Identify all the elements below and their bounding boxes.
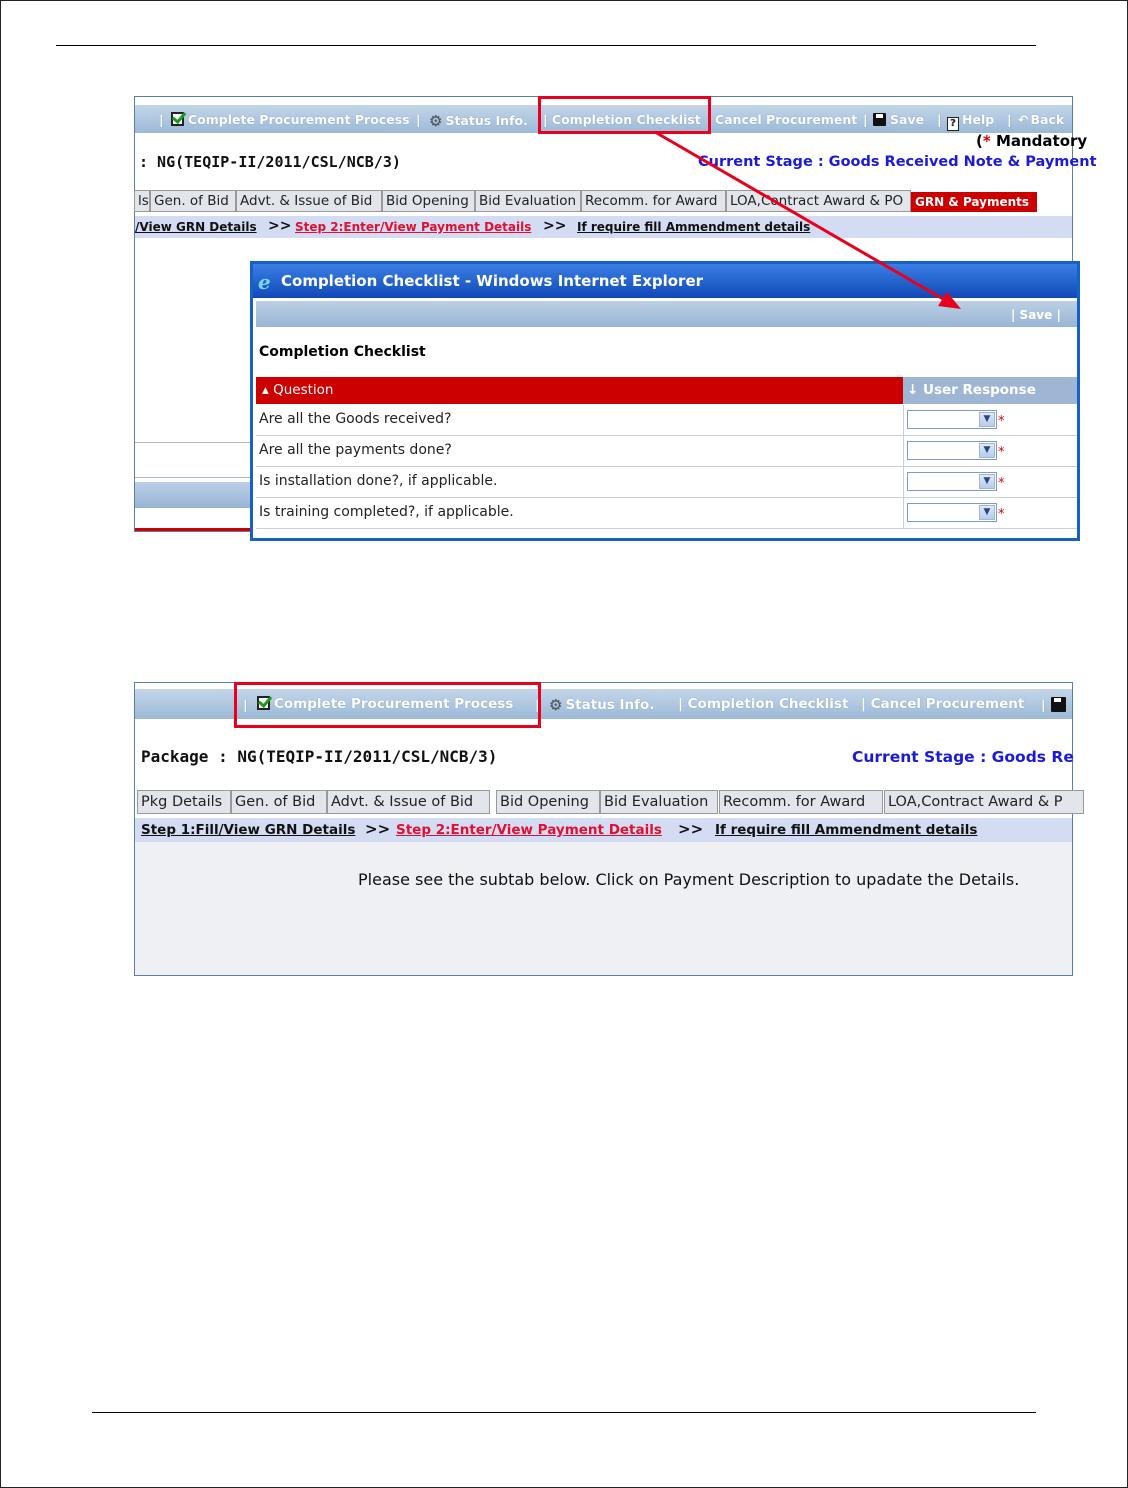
footer-rule (92, 1412, 1036, 1413)
current-stage: Current Stage : Goods Re (852, 748, 1074, 766)
tab-advt-issue[interactable]: Advt. & Issue of Bid (236, 190, 382, 212)
required-marker: * (998, 476, 1005, 491)
required-marker: * (998, 414, 1005, 429)
popup-heading: Completion Checklist (259, 344, 426, 360)
toolbar: | Complete Procurement Process | ⚙ Status Info. | Completion Checklist | Cancel Procurement | (135, 689, 1072, 719)
tab-recomm-award[interactable]: Recomm. for Award (581, 190, 726, 212)
status-info-button[interactable]: ⚙ Status Info. (429, 112, 528, 130)
question-text: Is training completed?, if applicable. (259, 504, 514, 520)
status-info-button[interactable]: ⚙ Status Info. (549, 696, 655, 714)
step-separator: >> (268, 218, 292, 234)
tab-advt-issue[interactable]: Advt. & Issue of Bid (327, 790, 490, 814)
step-links (135, 818, 1072, 842)
help-icon: ? (947, 117, 959, 131)
question-text: Is installation done?, if applicable. (259, 473, 498, 489)
tab-pkg-details[interactable]: Pkg Details (137, 790, 231, 814)
internet-explorer-icon: e (258, 270, 271, 294)
tab-grn-payments[interactable]: GRN & Payments (911, 192, 1037, 212)
required-marker: * (998, 507, 1005, 522)
gear-icon: ⚙ (549, 696, 563, 714)
complete-procurement-button[interactable]: Complete Procurement Process (171, 112, 410, 127)
step1-link[interactable]: /View GRN Details (135, 220, 257, 234)
current-stage: Current Stage : Goods Received Note & Payment (698, 154, 1097, 170)
gear-icon: ⚙ (429, 112, 443, 130)
question-text: Are all the Goods received? (259, 411, 452, 427)
pointer-arrow (135, 97, 1074, 533)
header-rule (56, 45, 1036, 46)
toolbar: | Complete Procurement Process | ⚙ Status Info. | Completion Checklist Cancel Procurement | Save | ? Help | ↶ Back (135, 105, 1072, 133)
step-separator: >> (365, 820, 391, 838)
step3-link[interactable]: If require fill Ammendment details (577, 220, 811, 234)
tab-pkg-details[interactable]: ls (134, 190, 150, 212)
step2-link[interactable]: Step 2:Enter/View Payment Details (295, 220, 532, 234)
popup-title: Completion Checklist - Windows Internet Explorer (281, 272, 704, 290)
tab-loa-contract[interactable]: LOA,Contract Award & PO (726, 190, 911, 212)
help-button[interactable]: ? Help (947, 112, 994, 131)
tab-bid-evaluation[interactable]: Bid Evaluation (600, 790, 718, 814)
tab-bid-evaluation[interactable]: Bid Evaluation (475, 190, 581, 212)
tab-bid-opening[interactable]: Bid Opening (496, 790, 600, 814)
screenshot-complete-procurement (134, 682, 1073, 976)
completion-checklist-button[interactable]: | Completion Checklist (678, 696, 849, 712)
mandatory-note: (* Mandatory (976, 132, 1088, 150)
required-marker: * (998, 445, 1005, 460)
save-button[interactable]: Save (873, 112, 924, 127)
popup-save-button[interactable]: | Save | (1011, 308, 1061, 322)
screenshot-completion-checklist (134, 96, 1097, 532)
column-header-response[interactable]: ↓ User Response (903, 377, 1077, 404)
tab-gen-of-bid[interactable]: Gen. of Bid (150, 190, 236, 212)
back-arrow-icon: ↶ (1018, 112, 1029, 127)
chevron-down-icon: ▼ (979, 443, 995, 458)
tab-recomm-award[interactable]: Recomm. for Award (719, 790, 883, 814)
question-text: Are all the payments done? (259, 442, 452, 458)
highlight-box (234, 682, 541, 728)
tab-gen-of-bid[interactable]: Gen. of Bid (231, 790, 327, 814)
cancel-procurement-button[interactable]: Cancel Procurement (715, 112, 858, 127)
content-area (135, 842, 1072, 975)
completion-checklist-button[interactable]: | Completion Checklist (543, 112, 701, 127)
step-separator: >> (678, 820, 704, 838)
step1-link[interactable]: Step 1:Fill/View GRN Details (141, 822, 356, 838)
step3-link[interactable]: If require fill Ammendment details (715, 822, 978, 838)
save-button[interactable] (1051, 697, 1070, 713)
chevron-down-icon: ▼ (979, 412, 995, 427)
info-message: Please see the subtab below. Click on Payment Description to upadate the Details. (358, 870, 1020, 889)
cancel-procurement-button[interactable]: | Cancel Procurement (861, 696, 1025, 712)
package-label: : NG(TEQIP-II/2011/CSL/NCB/3) (139, 153, 401, 171)
chevron-down-icon: ▼ (979, 474, 995, 489)
tab-loa-contract[interactable]: LOA,Contract Award & P (884, 790, 1084, 814)
chevron-down-icon: ▼ (979, 505, 995, 520)
column-header-question[interactable]: ▴ Question (256, 377, 903, 404)
tab-bid-opening[interactable]: Bid Opening (382, 190, 475, 212)
step-separator: >> (543, 218, 567, 234)
complete-procurement-button[interactable]: Complete Procurement Process (257, 696, 513, 712)
back-button[interactable]: ↶ Back (1018, 112, 1065, 127)
package-label: Package : NG(TEQIP-II/2011/CSL/NCB/3) (141, 747, 498, 766)
step2-link[interactable]: Step 2:Enter/View Payment Details (396, 822, 662, 838)
floppy-icon (1051, 697, 1066, 712)
